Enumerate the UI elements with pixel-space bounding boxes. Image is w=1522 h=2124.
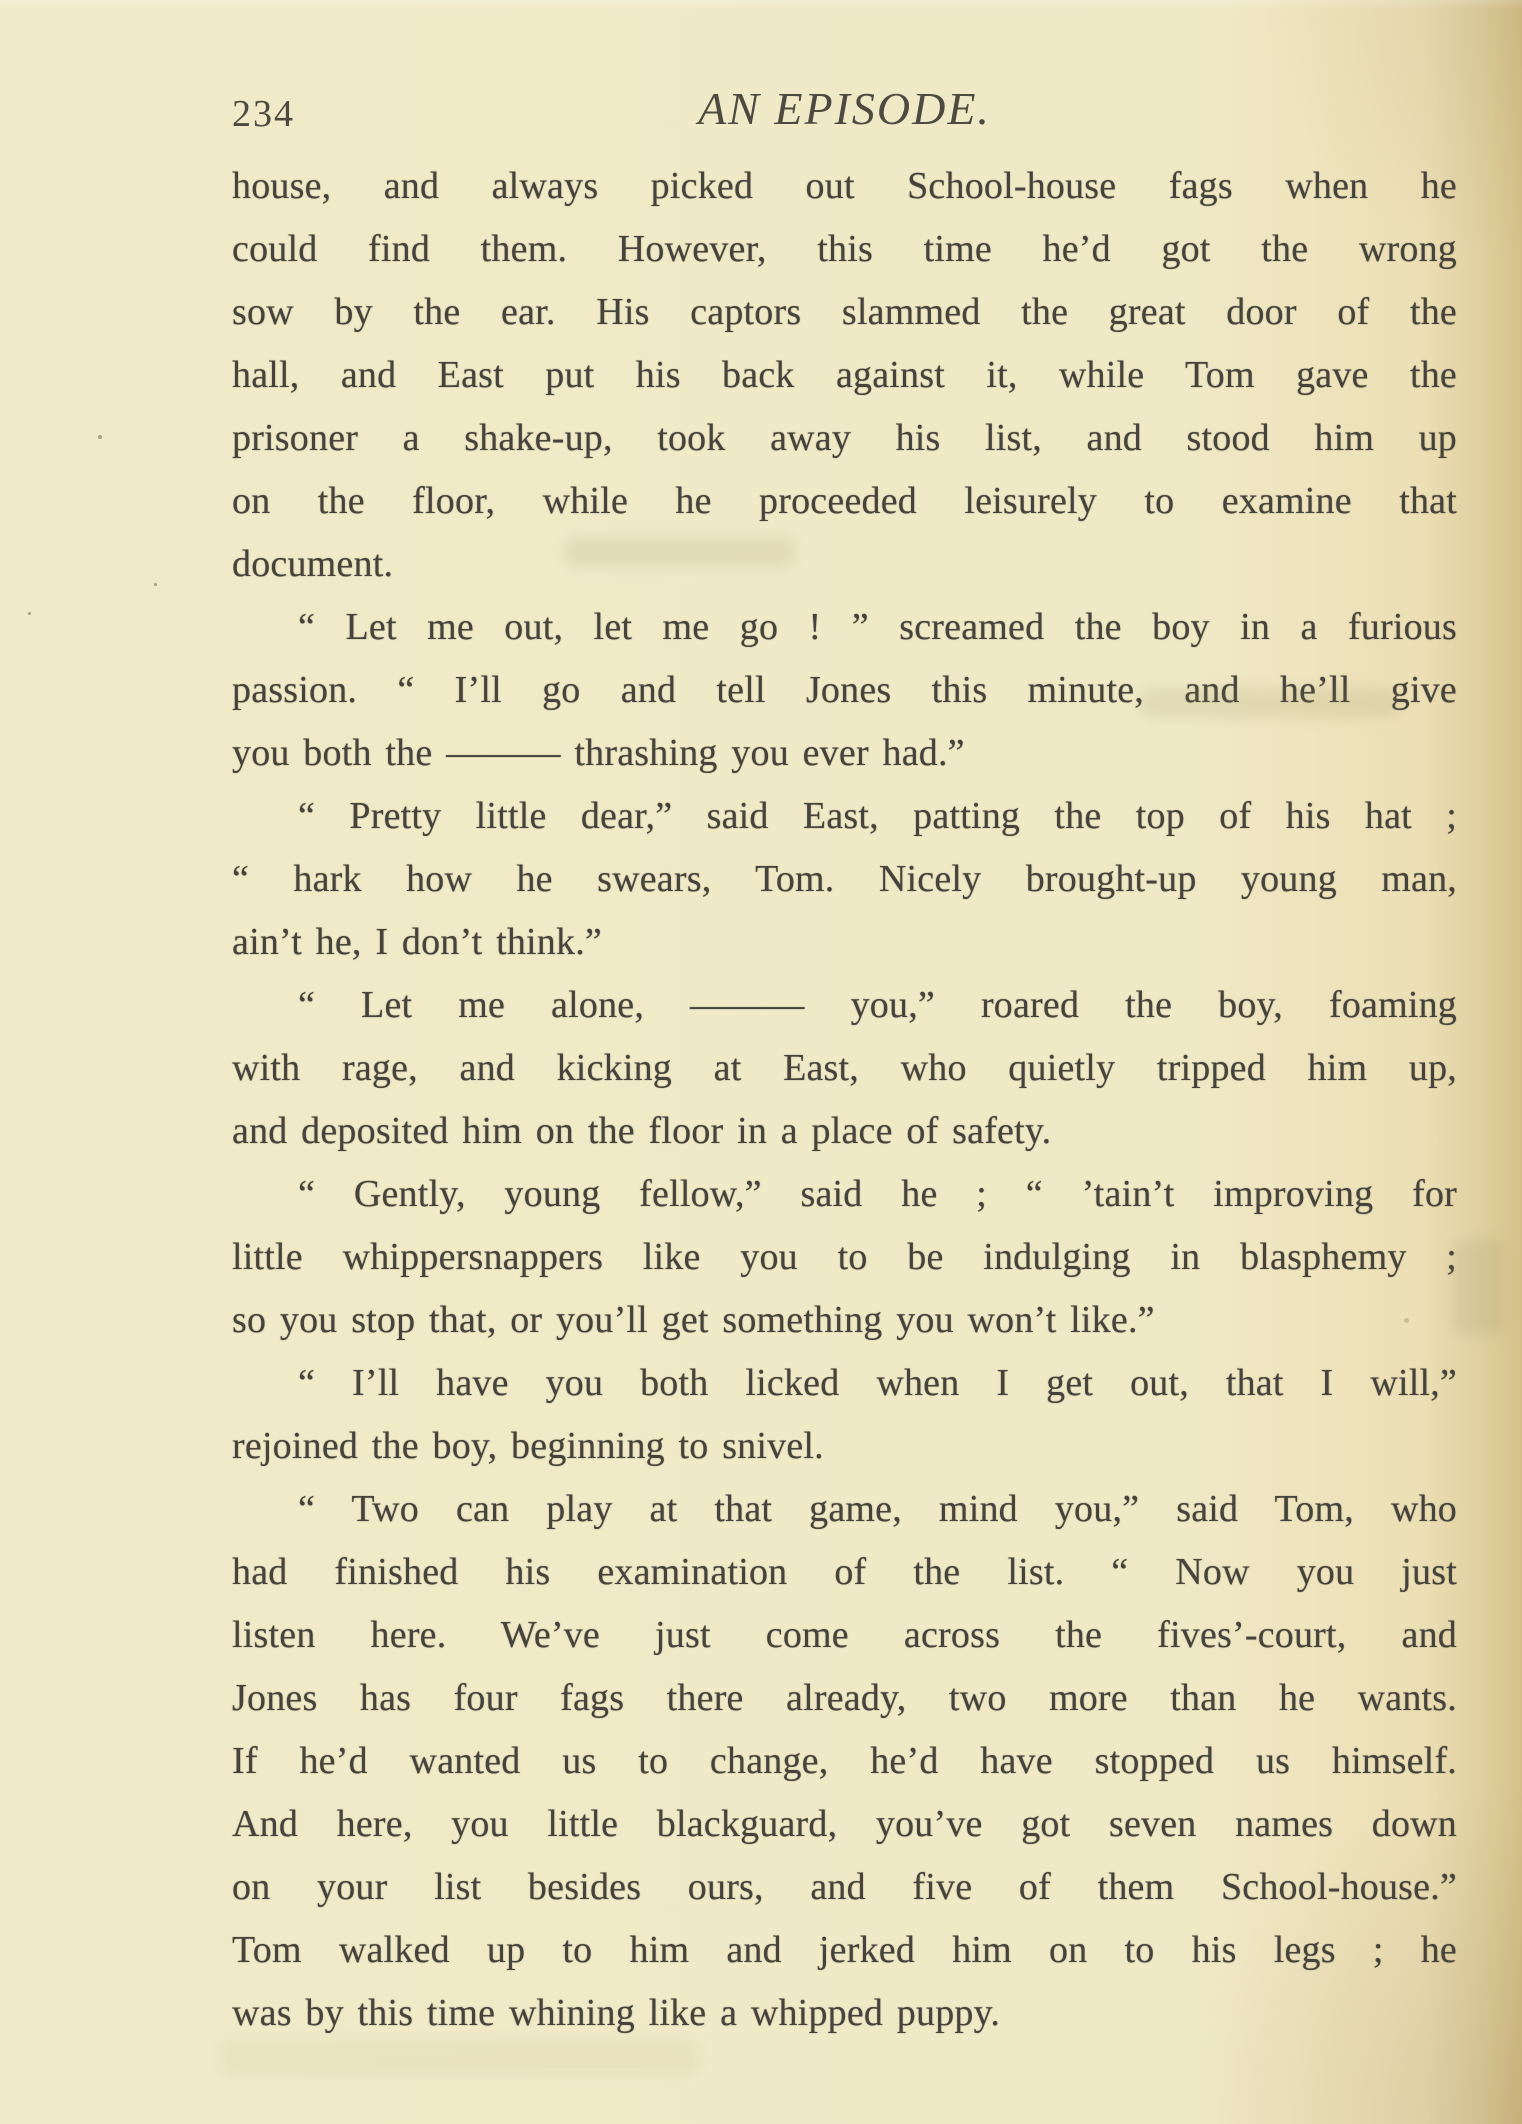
text-line: you both the ——— thrashing you ever had.” [232,732,965,774]
text-line: “ Gently, young fellow,” said he ; “ ’tain’t improving for [298,1173,1457,1215]
text-line: Tom walked up to him and jerked him on to his legs ; he [232,1929,1457,1971]
text-line: so you stop that, or you’ll get something you won’t like.” [232,1299,1155,1341]
text-line: ain’t he, I don’t think.” [232,921,602,963]
show-through-mark [220,2040,700,2076]
paper-speck [28,612,31,615]
text-line: prisoner a shake-up, took away his list, and stood him up [232,417,1457,459]
text-line: little whippersnappers like you to be indulging in blasphemy ; [232,1236,1457,1278]
text-line: house, and always picked out School-house fags when he [232,165,1457,207]
text-line: “ Pretty little dear,” said East, patting the top of his hat ; [298,795,1457,837]
paper-speck [98,435,102,439]
text-line: Jones has four fags there already, two more than he wants. [232,1677,1457,1719]
text-line: hall, and East put his back against it, while Tom gave the [232,354,1457,396]
text-line: And here, you little blackguard, you’ve got seven names down [232,1803,1457,1845]
page-number: 234 [232,93,295,135]
text-block [232,155,1457,2045]
text-line: could find them. However, this time he’d got the wrong [232,228,1457,270]
text-line: with rage, and kicking at East, who quietly tripped him up, [232,1047,1457,1089]
show-through-mark [1452,1240,1504,1335]
paragraph [232,155,1457,596]
paragraph [232,974,1457,1163]
paragraph [232,596,1457,785]
text-line: rejoined the boy, beginning to snivel. [232,1425,824,1467]
paragraph [232,1163,1457,1352]
text-line: was by this time whining like a whipped puppy. [232,1992,1001,2034]
text-line: passion. “ I’ll go and tell Jones this minute, and he’ll give [232,669,1457,711]
text-line: sow by the ear. His captors slammed the great door of the [232,291,1457,333]
text-line: listen here. We’ve just come across the fives’-court, and [232,1614,1457,1656]
paragraph [232,785,1457,974]
text-line: “ I’ll have you both licked when I get out, that I will,” [298,1362,1457,1404]
text-line: on the floor, while he proceeded leisurely to examine that [232,480,1457,522]
text-line: “ Let me alone, ——— you,” roared the boy, foaming [298,984,1457,1026]
text-line: If he’d wanted us to change, he’d have stopped us himself. [232,1740,1457,1782]
text-line: “ Two can play at that game, mind you,” said Tom, who [298,1488,1457,1530]
text-line: and deposited him on the floor in a place of safety. [232,1110,1052,1152]
text-line: “ hark how he swears, Tom. Nicely brought-up young man, [232,858,1457,900]
text-line: on your list besides ours, and five of them School-house.” [232,1866,1457,1908]
paragraph [232,1352,1457,1478]
text-line: had finished his examination of the list. “ Now you just [232,1551,1457,1593]
page-header [232,74,1457,134]
paper-speck [154,583,157,586]
text-line: “ Let me out, let me go ! ” screamed the boy in a furious [298,606,1457,648]
running-title: AN EPISODE. [698,83,991,134]
text-line: document. [232,543,394,585]
paragraph [232,1478,1457,2045]
